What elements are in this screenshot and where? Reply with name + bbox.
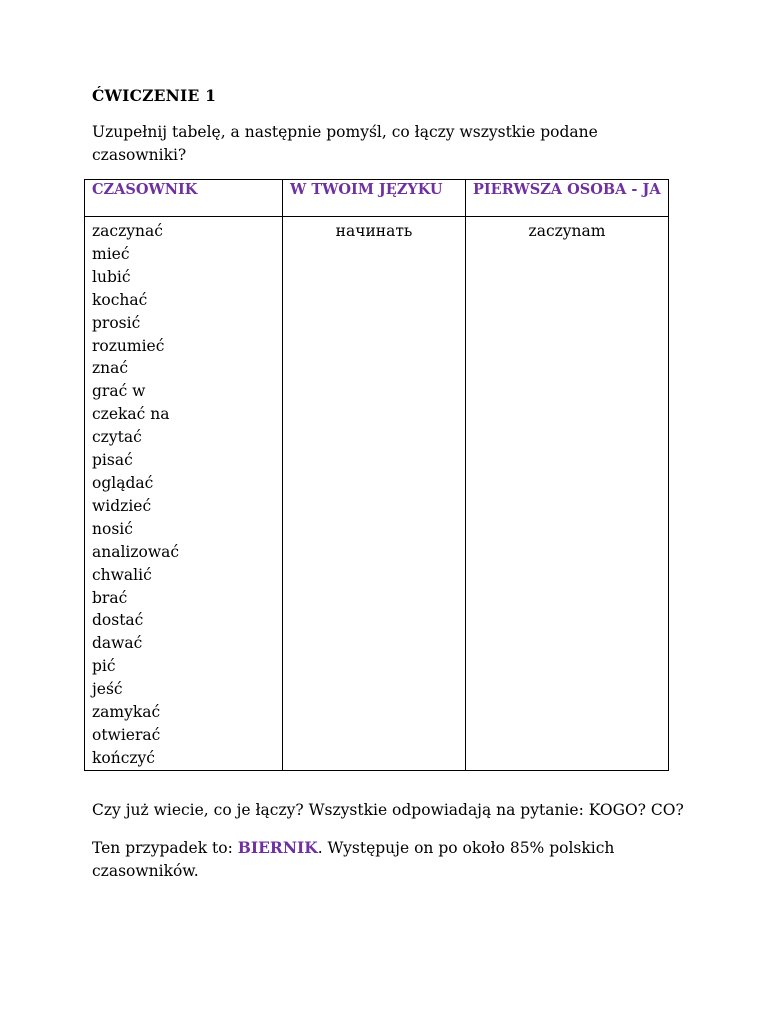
case-prefix: Ten przypadek to: — [92, 839, 238, 857]
verb-table — [84, 179, 669, 771]
verb-item: kończyć — [92, 748, 155, 767]
verb-item: rozumieć — [92, 336, 165, 355]
header-verb: CZASOWNIK — [85, 180, 283, 217]
verb-item: kochać — [92, 290, 148, 309]
translation-cell — [283, 217, 466, 771]
table-header-row — [85, 180, 669, 217]
verb-item: zaczynać — [92, 222, 163, 240]
example-translation: начинать — [335, 222, 413, 240]
verb-item: pisać — [92, 451, 133, 470]
verb-item: czytać — [92, 428, 142, 447]
exercise-title: ĆWICZENIE 1 — [92, 86, 217, 105]
verb-item: lubić — [92, 267, 131, 286]
verb-item: czekać na — [92, 405, 170, 424]
verb-item: brać — [92, 588, 128, 607]
header-your-language: W TWOIM JĘZYKU — [283, 180, 466, 217]
verb-item: znać — [92, 359, 129, 378]
verb-item: oglądać — [92, 473, 154, 492]
verb-item: zamykać — [92, 703, 161, 722]
verb-item: widzieć — [92, 496, 152, 515]
first-person-cell — [466, 217, 669, 771]
verb-item: dostać — [92, 611, 144, 630]
summary-question: Czy już wiecie, co je łączy? Wszystkie odpowiadają na pytanie: KOGO? CO? — [92, 801, 684, 819]
verb-item: chwalić — [92, 565, 152, 584]
verb-item: prosić — [92, 313, 141, 332]
verb-item: otwierać — [92, 725, 161, 744]
verb-list-cell — [85, 217, 283, 771]
verb-list — [85, 217, 282, 770]
verb-item: nosić — [92, 519, 133, 538]
case-name: BIERNIK — [237, 838, 318, 857]
verb-item: jeść — [92, 680, 123, 699]
example-first-person: zaczynam — [528, 222, 606, 240]
exercise-instruction: Uzupełnij tabelę, a następnie pomyśl, co łączy wszystkie podane czasowniki? — [92, 123, 598, 164]
table-body-row — [85, 217, 669, 771]
header-first-person: PIERWSZA OSOBA - JA — [466, 180, 669, 217]
case-statement — [92, 836, 652, 883]
verb-item: grać w — [92, 382, 146, 401]
verb-item: mieć — [92, 244, 130, 263]
case-suffix: . Występuje on po około 85% polskich czasowników. — [92, 839, 615, 880]
verb-item: analizować — [92, 542, 180, 561]
verb-item: dawać — [92, 634, 143, 653]
verb-item: pić — [92, 657, 116, 676]
